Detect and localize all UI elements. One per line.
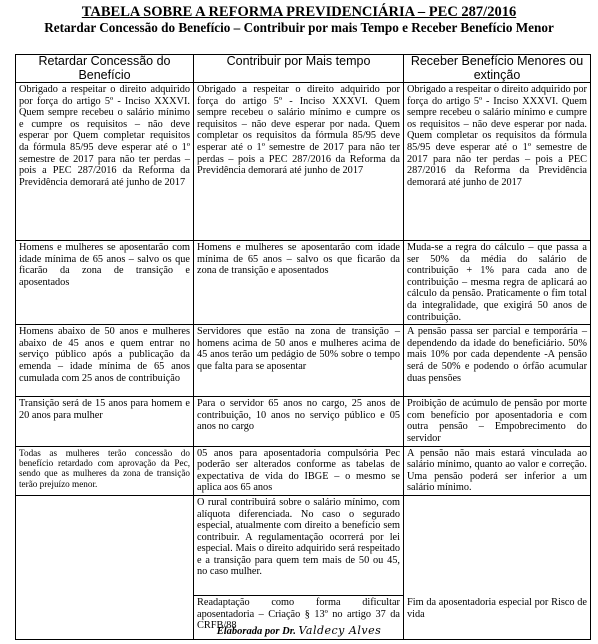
table-header-row <box>16 55 591 83</box>
document-title: TABELA SOBRE A REFORMA PREVIDENCIÁRIA – PEC 287/2016 <box>81 4 517 20</box>
table-cell: Fim da aposentadoria especial por Risco de vida <box>404 595 591 639</box>
table-row <box>16 446 591 495</box>
reform-table <box>15 54 591 640</box>
table-cell: Muda-se a regra do cálculo – que passa a ser 50% da média do salário de contribuição + 1% para cada ano de contribuição – mesma regra de aplicará ao cálculo da pensão. Praticamente o fim total da integralidade, que exigirá 50 anos de contribuição. <box>404 241 591 325</box>
table-cell: Transição será de 15 anos para homem e 20 anos para mulher <box>16 397 194 446</box>
table-cell: Servidores que estão na zona de transição – homens acima de 50 anos e mulheres acima de 45 anos terão um pedágio de 50% sobre o tempo que falta para se aposentar <box>194 325 404 397</box>
table-cell: Homens e mulheres se aposentarão com idade mínima de 65 anos – salvo os que ficarão da zona de transição e aposentados <box>194 241 404 325</box>
column-header: Receber Benefício Menores ou extinção <box>404 55 591 83</box>
footer-credit <box>0 624 598 637</box>
table-cell: Obrigado a respeitar o direito adquirido por força do artigo 5º - Inciso XXXVI. Quem sempre recebeu o salário mínimo e cumpre os requisitos – não deve esperar por nada. Quem completar os requisitos da fórmula 85/95 deve esperar até o 1º semestre de 2017 para não ter perdas – pois a PEC 287/2016 da Reforma da Previdência demorará até junho de 2017 <box>194 83 404 241</box>
table-row <box>16 397 591 446</box>
table-cell <box>16 495 194 595</box>
table-cell: Readaptação como forma dificultar aposentadoria – Criação § 13º no artigo 37 da CRFB/88 <box>194 595 404 639</box>
table-cell: Proibição de acúmulo de pensão por morte com benefício por aposentadoria e com outra pensão – Empobrecimento do servidor <box>404 397 591 446</box>
table-cell: Para o servidor 65 anos no cargo, 25 anos de contribuição, 10 anos no serviço público e 05 anos no cargo <box>194 397 404 446</box>
table-cell: Todas as mulheres terão concessão do benefício retardado com aprovação da Pec, sendo que as mulheres da zona de transição terão prejuízo menor. <box>16 446 194 495</box>
column-header: Contribuir por Mais tempo <box>194 55 404 83</box>
table-cell: Obrigado a respeitar o direito adquirido por força do artigo 5º - Inciso XXXVI. Quem sempre recebeu o salário mínimo e cumpre os requisitos – não deve esperar por Quem completar requisitos da fórmula 85/95 deve esperar até o 1º semestre de 2017 para não ter perdas – pois a PEC 287/2016 da Reforma da Previdência demorará até junho de 2017 <box>16 83 194 241</box>
table-cell: Homens abaixo de 50 anos e mulheres abaixo de 45 anos e quem entrar no serviço público após a publicação da emenda – idade mínima de 65 anos cumulada com 25 anos de contribuição <box>16 325 194 397</box>
footer-prefix: Elaborada por Dr. <box>216 626 296 637</box>
table-cell: A pensão passa ser parcial e temporária – dependendo da idade do beneficiário. 50% mais 10% por cada dependente -A pensão será de 50% e podendo o órfão acumular duas pensões <box>404 325 591 397</box>
author-signature: Valdecy Alves <box>298 624 382 637</box>
table-cell: Obrigado a respeitar o direito adquirido por força do artigo 5º - Inciso XXXVI. Quem sempre recebeu o salário mínimo e cumpre os requisitos – não deve esperar por nada. Quem completar os requisitos da fórmula 85/95 deve esperar até o 1º semestre de 2017 para não ter perdas – pois a PEC 287/2016 da Reforma da Previdência demorará até junho de 2017 <box>404 83 591 241</box>
table-cell: Homens e mulheres se aposentarão com idade mínima de 65 anos – salvo os que ficarão da zona de transição e aposentados <box>16 241 194 325</box>
table-row <box>16 241 591 325</box>
document-subtitle: Retardar Concessão do Benefício – Contribuir por mais Tempo e Receber Benefício Menor <box>44 20 554 35</box>
table-cell: O rural contribuirá sobre o salário mínimo, com alíquota diferenciada. No caso o segurado especial, atualmente com direito a benefício sem contribuir. A regulamentação ocorrerá por lei especial. Mais o direito adquirido será respeitado e a transição para quem tem mais de 50 ou 45, no caso mulher. <box>194 495 404 595</box>
table-row <box>16 83 591 241</box>
column-header: Retardar Concessão do Benefício <box>16 55 194 83</box>
table-row <box>16 325 591 397</box>
table-cell <box>404 495 591 595</box>
table-cell: 05 anos para aposentadoria compulsória Pec poderão ser alterados conforme as tabelas de expectativa de vida do IBGE – o mesmo se aplica aos 65 anos <box>194 446 404 495</box>
table-row <box>16 495 591 595</box>
table-cell: A pensão não mais estará vinculada ao salário mínimo, quanto ao valor e correção. Uma pensão poderá ser inferior a um salário mínimo. <box>404 446 591 495</box>
